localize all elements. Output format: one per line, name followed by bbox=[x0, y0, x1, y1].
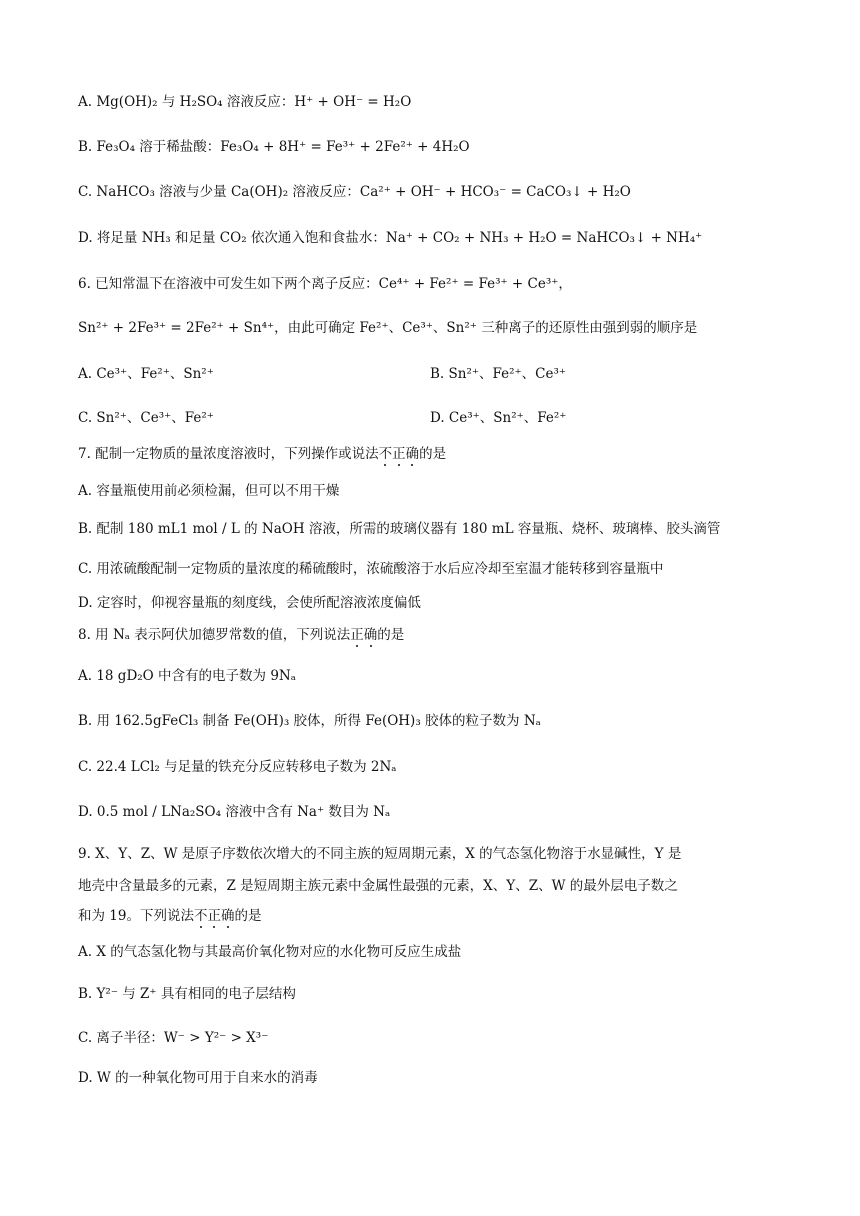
q5-option-a: A. Mg(OH)₂ 与 H₂SO₄ 溶液反应：H⁺ + OH⁻ = H₂O bbox=[78, 94, 412, 110]
q9-option-b: B. Y²⁻ 与 Z⁺ 具有相同的电子层结构 bbox=[78, 986, 296, 1002]
q9-option-a: A. X 的气态氢化物与其最高价氧化物对应的水化物可反应生成盐 bbox=[78, 944, 462, 960]
emphasis-char: 正 bbox=[392, 446, 406, 462]
q5-option-c: C. NaHCO₃ 溶液与少量 Ca(OH)₂ 溶液反应：Ca²⁺ + OH⁻ + HCO₃⁻ = CaCO₃↓ + H₂O bbox=[78, 184, 631, 200]
emphasis-char: 确 bbox=[363, 627, 378, 643]
emphasis-char: 不 bbox=[378, 446, 393, 462]
q9-stem-text: 和为 19。下列说法 bbox=[78, 908, 194, 924]
q7-option-a: A. 容量瓶使用前必须检漏，但可以不用干燥 bbox=[78, 483, 340, 499]
q9-stem-line3 bbox=[78, 906, 261, 926]
emphasis-char: 确 bbox=[220, 908, 235, 924]
q6-option-c: C. Sn²⁺、Ce³⁺、Fe²⁺ bbox=[78, 410, 214, 426]
q6-option-d: D. Ce³⁺、Sn²⁺、Fe²⁺ bbox=[430, 410, 567, 426]
q9-option-c: C. 离子半径：W⁻ > Y²⁻ > X³⁻ bbox=[78, 1030, 269, 1046]
emphasis-char: 不 bbox=[193, 908, 208, 924]
q6-stem-line1: 6. 已知常温下在溶液中可发生如下两个离子反应：Ce⁴⁺ + Fe²⁺ = Fe³⁺ + Ce³⁺， bbox=[78, 276, 572, 292]
emphasis-char: 正 bbox=[350, 627, 364, 643]
q8-option-d: D. 0.5 mol / LNa₂SO₄ 溶液中含有 Na⁺ 数目为 Nₐ bbox=[78, 804, 391, 820]
q5-option-d: D. 将足量 NH₃ 和足量 CO₂ 依次通入饱和食盐水：Na⁺ + CO₂ + NH₃ + H₂O = NaHCO₃↓ + NH₄⁺ bbox=[78, 230, 703, 246]
q7-stem bbox=[78, 444, 446, 464]
q9-stem-line2: 地壳中含量最多的元素，Z 是短周期主族元素中金属性最强的元素，X、Y、Z、W 的最外层电子数之 bbox=[78, 878, 678, 894]
q8-option-c: C. 22.4 LCl₂ 与足量的铁充分反应转移电子数为 2Nₐ bbox=[78, 759, 397, 775]
q5-option-b: B. Fe₃O₄ 溶于稀盐酸：Fe₃O₄ + 8H⁺ = Fe³⁺ + 2Fe²⁺ + 4H₂O bbox=[78, 139, 470, 155]
emphasis-char: 确 bbox=[405, 446, 420, 462]
q6-option-a: A. Ce³⁺、Fe²⁺、Sn²⁺ bbox=[78, 366, 214, 382]
q6-stem-line2: Sn²⁺ + 2Fe³⁺ = 2Fe²⁺ + Sn⁴⁺，由此可确定 Fe²⁺、Ce³⁺、Sn²⁺ 三种离子的还原性由强到弱的顺序是 bbox=[78, 320, 698, 336]
q7-stem-tail: 的是 bbox=[419, 446, 447, 462]
q8-stem-tail: 的是 bbox=[377, 627, 405, 643]
emphasis-char: 正 bbox=[207, 908, 221, 924]
q9-stem-line1: 9. X、Y、Z、W 是原子序数依次增大的不同主族的短周期元素，X 的气态氢化物溶于水显碱性，Y 是 bbox=[78, 846, 682, 862]
q8-option-a: A. 18 gD₂O 中含有的电子数为 9Nₐ bbox=[78, 668, 296, 684]
q8-stem-text: 8. 用 Nₐ 表示阿伏加德罗常数的值，下列说法 bbox=[78, 627, 351, 643]
q8-stem bbox=[78, 625, 404, 645]
q7-stem-text: 7. 配制一定物质的量浓度溶液时，下列操作或说法 bbox=[78, 446, 379, 462]
q7-option-b: B. 配制 180 mL1 mol / L 的 NaOH 溶液，所需的玻璃仪器有 180 mL 容量瓶、烧杯、玻璃棒、胶头滴管 bbox=[78, 521, 721, 537]
q7-option-d: D. 定容时，仰视容量瓶的刻度线，会使所配溶液浓度偏低 bbox=[78, 595, 421, 611]
q9-option-d: D. W 的一种氧化物可用于自来水的消毒 bbox=[78, 1070, 318, 1086]
q9-stem-tail: 的是 bbox=[234, 908, 262, 924]
q6-option-b: B. Sn²⁺、Fe²⁺、Ce³⁺ bbox=[430, 366, 566, 382]
q7-option-c: C. 用浓硫酸配制一定物质的量浓度的稀硫酸时，浓硫酸溶于水后应冷却至室温才能转移到容量瓶中 bbox=[78, 561, 664, 577]
q8-option-b: B. 用 162.5gFeCl₃ 制备 Fe(OH)₃ 胶体，所得 Fe(OH)₃ 胶体的粒子数为 Nₐ bbox=[78, 713, 541, 729]
